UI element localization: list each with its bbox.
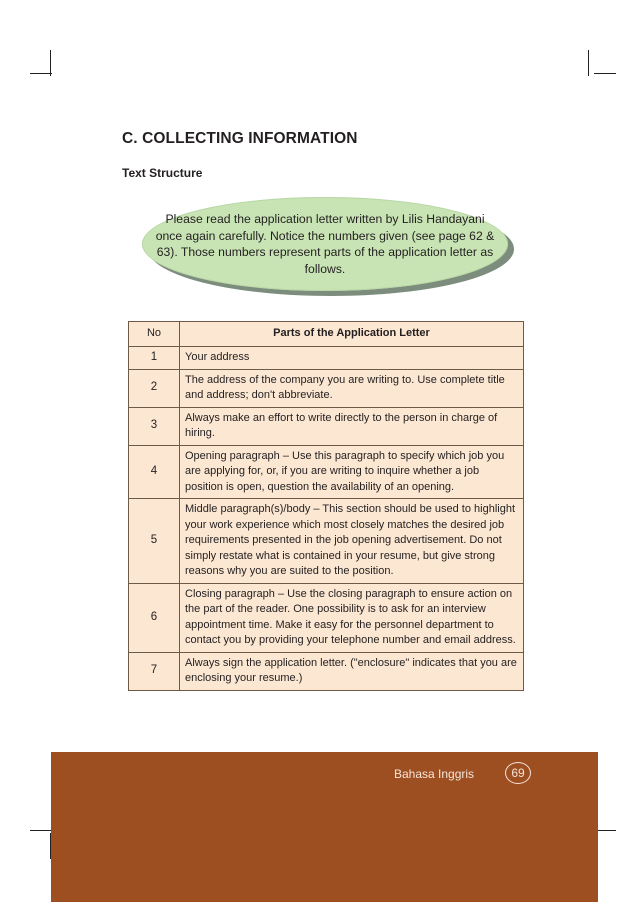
header-parts: Parts of the Application Letter [180,322,524,347]
table-row [129,369,524,407]
row-number: 7 [129,652,180,690]
instruction-text: Please read the application letter written by Lilis Handayani once again carefully. Notice the numbers given (see page 62 & 63). Those numbers represent parts of the application letter as follows. [155,212,495,276]
table-row [129,445,524,499]
application-letter-parts-table [128,321,524,691]
row-number: 1 [129,347,180,370]
row-text: Middle paragraph(s)/body – This section should be used to highlight your work experience which most closely matches the desired job requirements presented in the job opening advertisement. Do not simply restate what is contained in your resume, but give strong reasons why you are suited to the position. [180,499,524,584]
row-text: Opening paragraph – Use this paragraph to specify which job you are applying for, or, if you are writing to inquire whether a job position is open, question the availability of an opening. [180,445,524,499]
row-number: 3 [129,407,180,445]
row-number: 2 [129,369,180,407]
crop-mark-top-right-vertical [588,50,589,76]
table-row [129,407,524,445]
row-text: Your address [180,347,524,370]
section-subheading: Text Structure [122,166,203,180]
row-text: Always sign the application letter. ("enclosure" indicates that you are enclosing your resume.) [180,652,524,690]
table-row [129,499,524,584]
crop-mark-bottom-left-horizontal [30,830,52,831]
table-row [129,583,524,652]
instruction-bubble [142,197,508,291]
header-no: No [129,322,180,347]
row-text: Closing paragraph – Use the closing paragraph to ensure action on the part of the reader. One possibility is to ask for an interview appointment time. Make it easy for the personnel department to contact you by providing your telephone number and email address. [180,583,524,652]
crop-mark-top-right-horizontal [594,73,616,74]
footer-book-title: Bahasa Inggris [394,767,475,781]
crop-mark-top-left-horizontal [30,73,52,74]
row-text: The address of the company you are writing to. Use complete title and address; don't abbreviate. [180,369,524,407]
page-number-badge: 69 [505,762,531,784]
row-number: 5 [129,499,180,584]
row-text: Always make an effort to write directly to the person in charge of hiring. [180,407,524,445]
section-heading: C. COLLECTING INFORMATION [122,130,358,147]
table-row [129,652,524,690]
row-number: 4 [129,445,180,499]
table-row [129,347,524,370]
row-number: 6 [129,583,180,652]
table-header-row [129,322,524,347]
